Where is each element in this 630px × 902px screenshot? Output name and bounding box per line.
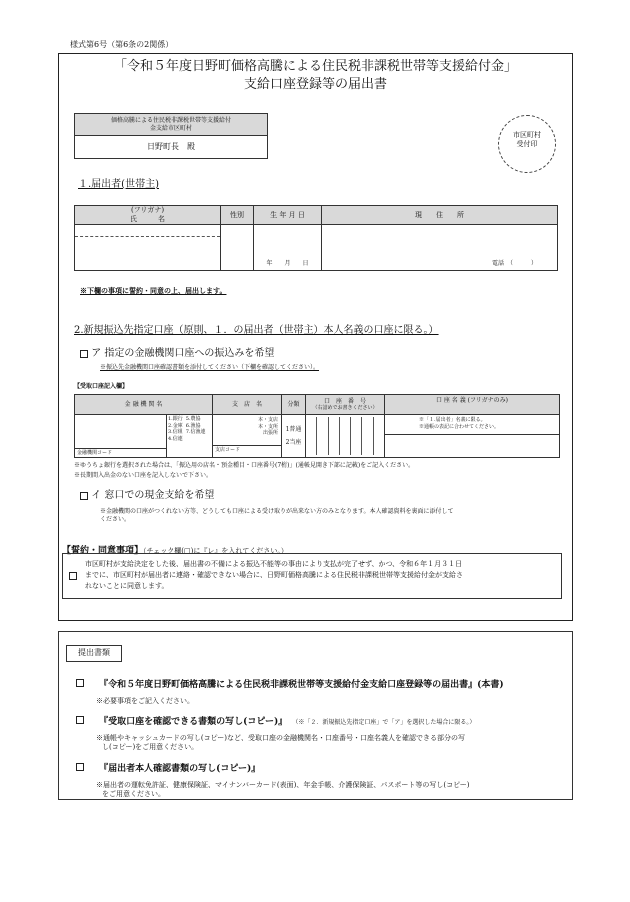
bank-type-option: 2.金庫	[168, 422, 183, 429]
bank-type-option: 5.農協	[185, 416, 201, 422]
branch-type-option: 出張所	[262, 430, 278, 436]
branch-header: 支 店 名	[213, 395, 282, 415]
bank-types-col2	[186, 416, 206, 442]
form-title	[58, 58, 573, 93]
address-input[interactable]: 電話 （ ）	[322, 225, 558, 271]
addressee-name: 日野町長 殿	[147, 142, 195, 151]
account-type-option: 1普通	[285, 425, 302, 433]
gender-header: 性別	[221, 206, 254, 225]
bank-type-option: 6.漁協	[185, 422, 201, 429]
birth-input[interactable]: 年 月 日	[254, 225, 322, 271]
type-header: 分類	[282, 395, 306, 415]
bank-type-option: 4.信連	[168, 435, 183, 442]
long-unused-note: ※長期間入出金のない口座を記入しないで下さい。	[74, 472, 213, 479]
holder-notes: ※「１.届出者」名義に限る。 ※通帳の表記に合わせてください。	[385, 415, 559, 435]
account-table	[74, 394, 560, 458]
consent-note: ※下欄の事項に誓約・同意の上、届出します。	[80, 286, 227, 295]
yucho-note: ※ゆうちょ銀行を選択された場合は、「振込用の店名・預金種目・口座番号(7桁)」(通帳見開き下部に記載)をご記入ください。	[74, 462, 415, 469]
submission-checkbox-1[interactable]	[76, 679, 84, 687]
branch-type-option: 本・支所	[257, 423, 278, 430]
branch-types	[213, 415, 281, 445]
option-b[interactable]: イ 窓口での現金支給を希望	[80, 489, 214, 503]
account-type-select[interactable]	[282, 415, 306, 458]
bank-types-col1	[168, 416, 183, 442]
birth-header: 生 年 月 日	[254, 206, 322, 225]
branch-type-option: 本・支店	[257, 417, 278, 423]
applicant-table	[74, 205, 558, 271]
account-heading: 【受取口座記入欄】	[74, 383, 129, 390]
addressee-label: 価格高騰による住民税非課税世帯等支援給付 金支給市区町村	[75, 114, 267, 136]
option-a[interactable]: ア 指定の金融機関口座への振込みを希望	[80, 347, 274, 361]
account-holder-input[interactable]	[385, 415, 560, 458]
pledge-text: 市区町村が支給決定をした後、届出書の不備による振込不能等の事由により支払が完了せず、かつ、令和６年１月３１日 までに、市区町村が届出者に連絡・確認できない場合に、日野町価格高騰による住民税非課税世帯等支援給付金が支給さ れないことに同意します。	[85, 560, 463, 591]
account-number-input[interactable]	[306, 415, 385, 458]
addressee-box	[74, 113, 268, 159]
bank-header: 金 融 機 関 名	[75, 395, 213, 415]
bank-type-option: 1.銀行	[168, 416, 183, 422]
submission-checkbox-3[interactable]	[76, 763, 84, 771]
branch-input[interactable]	[213, 415, 282, 458]
form-id: 様式第6号（第6条の2関係）	[70, 40, 174, 49]
title-line1: 「令和５年度日野町価格高騰による住民税非課税世帯等支援給付金」	[113, 59, 517, 74]
account-type-option: 2当座	[285, 439, 302, 446]
gender-input[interactable]	[221, 225, 254, 271]
address-header: 現 住 所	[322, 206, 558, 225]
submission-item-1: 『令和５年度日野町価格高騰による住民税非課税世帯等支援給付金支給口座登録等の届出書』(本書) ※必要事項をご記入ください。	[76, 672, 570, 706]
option-b-note: ※金融機関の口座がつくれない方等、どうしても口座による受け取りが出来ない方のみとなります。本人確認資料を裏面に添付して ください。	[100, 508, 454, 523]
option-b-checkbox[interactable]	[80, 492, 88, 500]
section2-heading: 2.新規振込先指定口座（原則、１．の届出者（世帯主）本人名義の口座に限る。）	[74, 325, 439, 336]
holder-header: 口 座 名 義 (フリガナのみ)	[385, 395, 560, 415]
pledge-heading: 【誓約・同意事項】（チェック欄(□)に『レ』を入れてください。）	[62, 546, 288, 556]
name-input[interactable]	[75, 225, 221, 271]
bank-type-option: 3.信組	[168, 429, 183, 435]
furigana-header: (フリガナ) 氏 名	[75, 206, 221, 225]
bank-types	[167, 415, 213, 458]
pledge-checkbox[interactable]	[69, 572, 77, 580]
option-a-note: ※振込先金融機関口座確認書類を添付してください（下欄を確認してください）。	[100, 364, 320, 371]
branch-code-label: 支店コード	[213, 445, 281, 454]
pledge-box	[62, 553, 562, 599]
option-a-checkbox[interactable]	[80, 350, 88, 358]
title-line2: 支給口座登録等の届出書	[243, 76, 387, 92]
bank-type-option: 7.信漁連	[185, 429, 206, 435]
bank-code-label: 金融機関コード	[75, 448, 166, 457]
bank-name-input[interactable]	[75, 415, 167, 458]
section1-heading: １.届出者(世帯主)	[78, 179, 159, 190]
reception-stamp: 市区町村 受付印	[498, 115, 556, 173]
submission-heading: 提出書類	[66, 645, 122, 662]
submission-item-3: 『届出者本人確認書類の写し(コピー)』 ※届出者の運転免許証、健康保険証、マイナンバーカード(表面)、年金手帳、介護保険証、パスポート等の写し(コピー) をご用意ください。	[76, 756, 570, 799]
submission-item-2: 『受取口座を確認できる書類の写し(コピー)』 （※「２．新規振込先指定口座」で「ア」を選択した場合に限る。） ※通帳やキャッシュカードの写し(コピー)など、受取口座の金融機関名・口座番号・口座名義人を確認できる部分の写 し(コピー)をご用意ください。	[76, 709, 570, 752]
submission-checkbox-2[interactable]	[76, 716, 84, 724]
number-header: 口 座 番 号 （右詰めでお書きください）	[306, 395, 385, 415]
